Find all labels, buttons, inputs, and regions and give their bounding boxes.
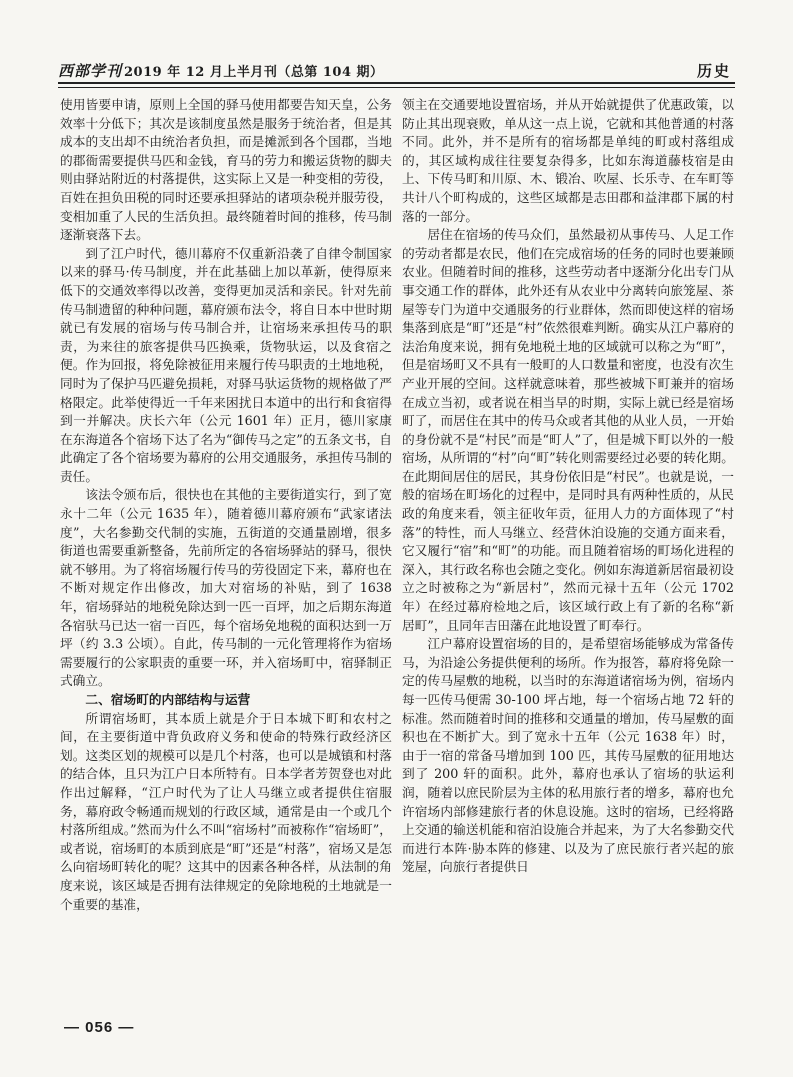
paragraph: 江户幕府设置宿场的目的，是希望宿场能够成为常备传马，为沿途公务提供便利的场所。作为报答，幕府将免除一定的传马屋敷的地税，以当时的东海道诸宿场为例，宿场内每一匹传马便需 30-100 坪占地，每一个宿场占地 72 轩的标准。然而随着时间的推移和交通量的增加，传马屋敷的面积也在不断扩大。到了宽永十五年（公元 1638 年）时，由于一宿的常备马增加到 100 匹，其传马屋敷的征用地达到了 200 轩的面积。此外，幕府也承认了宿场的驮运利润，随着以庶民阶层为主体的私用旅行者的增多，幕府也允许宿场内部修建旅行者的休息设施。这时的宿场，已经将路上交通的输送机能和宿泊设施合并起来，为了大名参勤交代而进行本阵·胁本阵的修建、以及为了庶民旅行者兴起的旅笼屋，向旅行者提供日 (402, 636, 734, 875)
paragraph: 该法令颁布后，很快也在其他的主要街道实行，到了宽永十二年（公元 1635 年），随着德川幕府颁布“武家诸法度”，大名参勤交代制的实施，五街道的交通量剧增，很多街道也需要重新整备，先前所定的各宿场驿站的驿马，很快就不够用。为了将宿场履行传马的劳役固定下来，幕府也在不断对规定作出修改，加大对宿场的补贴，到了 1638 年，宿场驿站的地税免除达到一匹一百坪，加之后期东海道各宿驮马已达一宿一百匹，每个宿场免地税的面积达到一万坪（约 3.3 公顷）。自此，传马制的一元化管理将作为宿场需要履行的公家职责的重要一环，并入宿场町中，宿驿制正式确立。 (60, 487, 392, 689)
journal-masthead (58, 60, 384, 81)
section-label: 历史 (696, 62, 731, 80)
issue-info: 2019 年 12 月上半月刊（总第 104 期） (124, 65, 384, 80)
paragraph: 使用皆要申请，原则上全国的驿马使用都要告知天皇，公务效率十分低下；其次是该制度虽然是服务于统治者，但是其成本的支出却不由统治者负担，而是摊派到各个国郡，当地的郡衙需要提供马匹和金钱，育马的劳力和搬运货物的脚夫则由驿站附近的村落提供，这实际上又是一种变相的劳役，百姓在担负田税的同时还要承担驿站的诸项杂税并服劳役，变相加重了人民的生活负担。最终随着时间的推移，传马制逐渐衰落下去。 (60, 97, 392, 243)
section-heading: 二、宿场町的内部结构与运营 (85, 692, 251, 707)
paragraph: 所谓宿场町，其本质上就是介于日本城下町和农村之间，在主要街道中背负政府义务和使命的特殊行政经济区划。这类区划的规模可以是几个村落，也可以是城镇和村落的结合体，且只为江户日本所特有。日本学者芳贺登也对此作出过解释，“江户时代为了让人马继立或者提供住宿服务，幕府政令畅通而规划的行政区域，通常是由一个或几个村落所组成。”然而为什么不叫“宿场村”而被称作“宿场町”，或者说，宿场町的本质到底是“町”还是“村落”，宿场又是怎么向宿场町转化的呢？这其中的因素各种各样，从法制的角度来说，该区域是否拥有法律规定的免除地税的土地就是一个重要的基准， (60, 710, 392, 912)
right-column (402, 96, 734, 877)
page-number: — 056 — (64, 1019, 135, 1036)
paragraph: 到了江户时代，德川幕府不仅重新沿袭了自律令制国家以来的驿马·传马制度，并在此基础上加以革新，使得原来低下的交通效率得以改善，变得更加灵活和亲民。针对先前传马制遗留的种种问题，幕府颁布法令，将自日本中世时期就已有发展的宿场与传马制合并，让宿场来承担传马的职责，为来往的旅客提供马匹换乘，货物驮运，以及食宿之便。作为回报，将免除被征用来履行传马职责的土地地税，同时为了保护马匹避免损耗，对驿马驮运货物的规格做了严格限定。此举使得近一千年来困扰日本道中的出行和食宿得到一并解决。庆长六年（公元 1601 年）正月，德川家康在东海道各个宿场下达了名为“御传马之定”的五条文书，自此确定了各个宿场要为幕府的公用交通服务，承担传马制的责任。 (60, 245, 392, 484)
left-column (60, 96, 392, 914)
header-rule-thin (58, 87, 735, 88)
paragraph: 居住在宿场的传马众们，虽然最初从事传马、人足工作的劳动者都是农民，他们在完成宿场的任务的同时也要兼顾农业。但随着时间的推移，这些劳动者中逐渐分化出专门从事交通工作的群体，此外还有从农业中分离转向旅笼屋、茶屋等专门为道中交通服务的行业群体，然而即使这样的宿场集落到底是“町”还是“村”依然很难判断。确实从江户幕府的法治角度来说，拥有免地税土地的区域就可以称之为“町”，但是宿场町又不具有一般町的人口数量和密度，也没有次生产业开展的空间。这样就意味着，那些被城下町兼并的宿场在成立当初，或者说在相当早的时期，实际上就已经是宿场町了，而居住在其中的传马众或者其他的从业人员，一开始的身份就不是“村民”而是“町人”了，但是城下町以外的一般宿场，从所谓的“村”向“町”转化则需要经过必要的转化期。在此期间居住的居民，其身份依旧是“村民”。也就是说，一般的宿场在町场化的过程中，是同时具有两种性质的，从民政的角度来看，领主征收年贡，征用人力的方面体现了“村落”的特性，而人马继立、经营休泊设施的交通方面来看，它又履行“宿”和“町”的功能。而且随着宿场的町场化进程的深入，其行政名称也会随之变化。例如东海道新居宿最初设立之时被称之为“新居村”，然而元禄十五年（公元 1702 年）在经过幕府检地之后，该区域行政上有了新的名称“新居町”，且同年吉田藩在此地设置了町奉行。 (402, 227, 734, 633)
header-rule-thick (58, 82, 735, 84)
paragraph: 领主在交通要地设置宿场，并从开始就提供了优惠政策，以防止其出现衰败，单从这一点上说，它就和其他普通的村落不同。此外，并不是所有的宿场都是单纯的町或村落组成的，其区域构成往往要复杂得多，比如东海道藤枝宿是由上、下传马町和川原、木、锻冶、吹屋、长乐寺、在车町等共计八个町构成的，这些区域都是志田郡和益津郡下属的村落的一部分。 (402, 97, 734, 224)
journal-logo: 西部学刊 (58, 62, 123, 80)
running-header (58, 58, 735, 88)
